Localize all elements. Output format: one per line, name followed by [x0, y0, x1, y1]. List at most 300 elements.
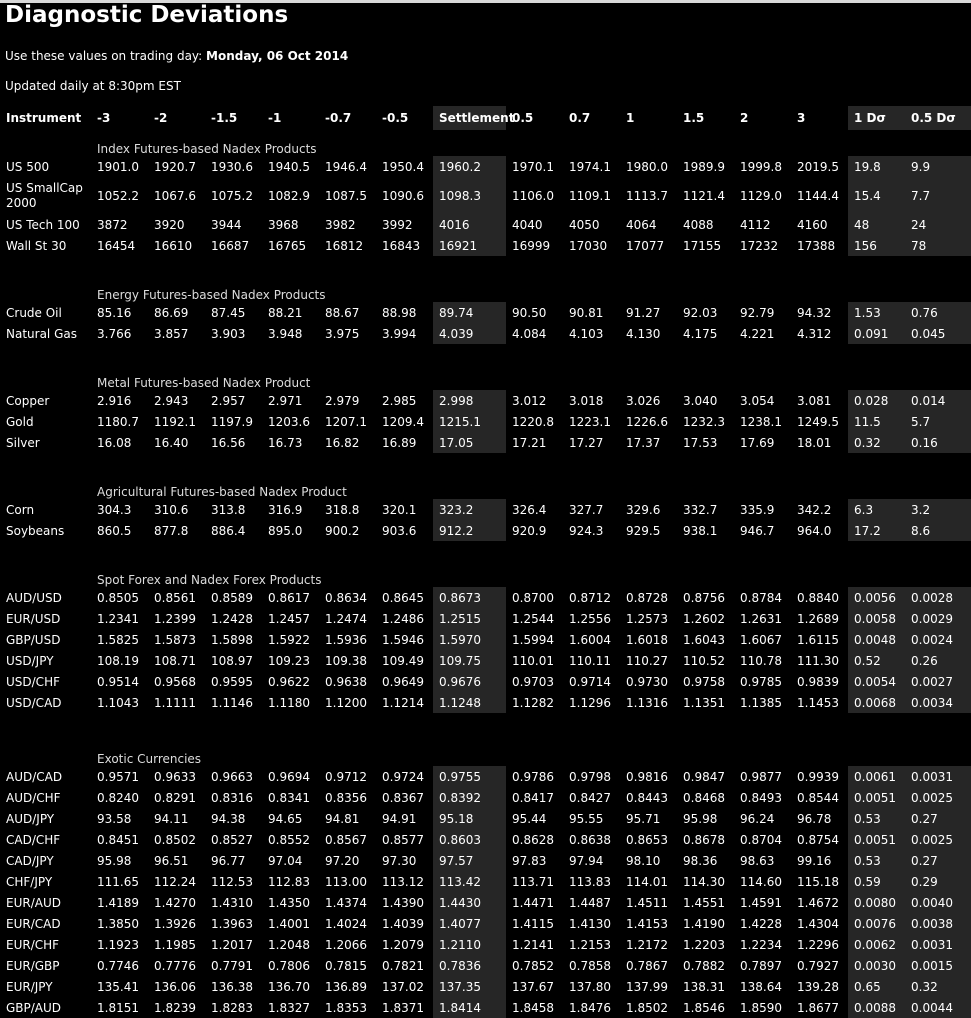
- deviation-value: 0.091: [848, 323, 905, 344]
- deviation-value: 318.8: [325, 502, 360, 517]
- deviation-value: 95.55: [569, 811, 604, 826]
- deviation-value: 17077: [626, 238, 665, 253]
- deviation-value: 0.8291: [154, 790, 196, 805]
- deviation-value: 0.27: [905, 808, 971, 829]
- deviation-value: 1.3926: [154, 916, 196, 931]
- deviation-value: 16454: [97, 238, 136, 253]
- settlement-value: 1098.3: [433, 177, 506, 214]
- deviation-value: 327.7: [569, 502, 604, 517]
- deviation-value: 0.8754: [797, 832, 839, 847]
- deviation-value: 1.4304: [797, 916, 839, 931]
- deviation-value: 16.08: [97, 435, 132, 450]
- table-row: [0, 177, 971, 214]
- deviation-value: 0.0031: [905, 934, 971, 955]
- settlement-value: 97.57: [433, 850, 506, 871]
- deviation-value: 156: [848, 235, 905, 256]
- deviation-value: 1207.1: [325, 414, 367, 429]
- deviation-value: 0.9694: [268, 769, 310, 784]
- deviation-value: 0.8493: [740, 790, 782, 805]
- deviation-value: 0.8567: [325, 832, 367, 847]
- deviation-value: 0.32: [905, 976, 971, 997]
- deviation-value: 113.83: [569, 874, 611, 889]
- deviation-value: 1.4130: [569, 916, 611, 931]
- deviation-value: 0.0034: [905, 692, 971, 713]
- deviation-value: 1.2474: [325, 611, 367, 626]
- deviation-value: 3920: [154, 217, 185, 232]
- deviation-value: 88.98: [382, 305, 417, 320]
- deviation-value: 113.12: [382, 874, 424, 889]
- column-header-instrument: Instrument: [6, 111, 82, 125]
- deviation-value: 1082.9: [268, 188, 310, 203]
- deviation-value: 137.67: [512, 979, 554, 994]
- deviation-value: 1.4471: [512, 895, 554, 910]
- table-row: [0, 892, 971, 913]
- deviation-value: 48: [848, 214, 905, 235]
- deviation-value: 0.0051: [848, 787, 905, 808]
- settlement-value: 0.9755: [433, 766, 506, 787]
- deviation-value: 0.8840: [797, 590, 839, 605]
- deviation-value: 1220.8: [512, 414, 554, 429]
- deviations-table: [0, 106, 971, 1018]
- deviation-value: 0.59: [848, 871, 905, 892]
- deviation-value: 326.4: [512, 502, 547, 517]
- deviation-value: 1.1316: [626, 695, 668, 710]
- section-label: Agricultural Futures-based Nadex Product: [97, 485, 347, 499]
- section-spacer: [0, 713, 971, 740]
- table-row: [0, 787, 971, 808]
- deviation-value: 1.8677: [797, 1000, 839, 1015]
- deviation-value: 111.65: [97, 874, 139, 889]
- deviation-value: 16.89: [382, 435, 417, 450]
- deviation-value: 929.5: [626, 523, 661, 538]
- instrument-name: US SmallCap 2000: [6, 180, 83, 210]
- settlement-value: 0.9676: [433, 671, 506, 692]
- deviation-value: 4.084: [512, 326, 547, 341]
- instrument-name: EUR/CAD: [6, 916, 61, 931]
- deviation-value: 94.11: [154, 811, 189, 826]
- deviation-value: 1946.4: [325, 159, 367, 174]
- deviation-value: 1.4190: [683, 916, 725, 931]
- deviation-value: 8.6: [905, 520, 971, 541]
- deviation-value: 1.4390: [382, 895, 424, 910]
- deviation-value: 0.8589: [211, 590, 253, 605]
- deviation-value: 0.8367: [382, 790, 424, 805]
- deviation-value: 97.04: [268, 853, 303, 868]
- deviation-value: 113.71: [512, 874, 554, 889]
- updated-note: Updated daily at 8:30pm EST: [5, 79, 181, 93]
- section-indent: [0, 276, 91, 302]
- section-header-row: [0, 473, 971, 499]
- deviation-value: 895.0: [268, 523, 303, 538]
- deviation-value: 96.24: [740, 811, 775, 826]
- deviation-value: 4.175: [683, 326, 718, 341]
- deviation-value: 0.8502: [154, 832, 196, 847]
- deviation-value: 138.31: [683, 979, 725, 994]
- deviation-value: 0.8505: [97, 590, 139, 605]
- deviation-value: 0.9595: [211, 674, 253, 689]
- deviation-value: 0.0030: [848, 955, 905, 976]
- deviation-value: 0.9839: [797, 674, 839, 689]
- deviation-value: 95.98: [97, 853, 132, 868]
- deviation-value: 1249.5: [797, 414, 839, 429]
- deviation-value: 0.7791: [211, 958, 253, 973]
- deviation-value: 112.83: [268, 874, 310, 889]
- deviation-value: 1075.2: [211, 188, 253, 203]
- settlement-value: 4.039: [433, 323, 506, 344]
- deviation-value: 1.53: [848, 302, 905, 323]
- deviation-value: 0.8427: [569, 790, 611, 805]
- deviation-value: 115.18: [797, 874, 839, 889]
- deviation-value: 98.10: [626, 853, 661, 868]
- deviation-value: 0.8700: [512, 590, 554, 605]
- deviation-value: 3.018: [569, 393, 604, 408]
- deviation-value: 924.3: [569, 523, 604, 538]
- deviation-value: 0.52: [848, 650, 905, 671]
- instrument-name: AUD/JPY: [6, 811, 55, 826]
- deviation-value: 1980.0: [626, 159, 668, 174]
- deviation-value: 1.2341: [97, 611, 139, 626]
- deviation-value: 900.2: [325, 523, 360, 538]
- deviation-value: 342.2: [797, 502, 832, 517]
- deviation-value: 1.5825: [97, 632, 139, 647]
- deviation-value: 2.979: [325, 393, 360, 408]
- spacer-cell: [0, 541, 971, 561]
- deviation-value: 110.78: [740, 653, 782, 668]
- deviation-value: 0.0028: [905, 587, 971, 608]
- deviation-value: 2.943: [154, 393, 189, 408]
- table-row: [0, 766, 971, 787]
- deviation-value: 1.1385: [740, 695, 782, 710]
- deviation-value: 0.0025: [905, 829, 971, 850]
- instrument-name: USD/CHF: [6, 674, 60, 689]
- instrument-name: AUD/USD: [6, 590, 62, 605]
- section-indent: [0, 740, 91, 766]
- column-header: -1: [268, 111, 282, 125]
- deviation-value: 1238.1: [740, 414, 782, 429]
- deviation-value: 0.7927: [797, 958, 839, 973]
- deviation-value: 91.27: [626, 305, 661, 320]
- deviation-value: 0.0054: [848, 671, 905, 692]
- deviation-value: 0.26: [905, 650, 971, 671]
- deviation-value: 1.5946: [382, 632, 424, 647]
- section-header-row: [0, 276, 971, 302]
- deviation-value: 1.6067: [740, 632, 782, 647]
- deviation-value: 3.975: [325, 326, 360, 341]
- deviation-value: 0.0062: [848, 934, 905, 955]
- deviation-value: 0.8544: [797, 790, 839, 805]
- deviation-value: 0.0061: [848, 766, 905, 787]
- deviation-value: 1.8283: [211, 1000, 253, 1015]
- instrument-name: CAD/JPY: [6, 853, 54, 868]
- deviation-value: 5.7: [905, 411, 971, 432]
- spacer-cell: [0, 344, 971, 364]
- section-label: Metal Futures-based Nadex Product: [97, 376, 311, 390]
- deviation-value: 1090.6: [382, 188, 424, 203]
- deviation-value: 938.1: [683, 523, 718, 538]
- deviation-value: 4088: [683, 217, 714, 232]
- deviation-value: 3.026: [626, 393, 661, 408]
- deviation-value: 3.766: [97, 326, 132, 341]
- deviation-value: 114.30: [683, 874, 725, 889]
- deviation-value: 335.9: [740, 502, 775, 517]
- deviation-value: 1.2017: [211, 937, 253, 952]
- deviation-value: 1.4350: [268, 895, 310, 910]
- deviation-value: 0.0024: [905, 629, 971, 650]
- deviation-value: 0.7858: [569, 958, 611, 973]
- deviation-value: 99.16: [797, 853, 832, 868]
- deviation-value: 114.60: [740, 874, 782, 889]
- column-header: -3: [97, 111, 111, 125]
- deviation-value: 0.8728: [626, 590, 668, 605]
- deviation-value: 920.9: [512, 523, 547, 538]
- deviation-value: 4.221: [740, 326, 775, 341]
- deviation-value: 16843: [382, 238, 421, 253]
- deviation-value: 0.9798: [569, 769, 611, 784]
- deviation-value: 0.028: [848, 390, 905, 411]
- deviation-value: 1.4024: [325, 916, 367, 931]
- table-row: [0, 650, 971, 671]
- settlement-value: 1.5970: [433, 629, 506, 650]
- table-row: [0, 432, 971, 453]
- deviation-value: 1.8327: [268, 1000, 310, 1015]
- deviation-value: 0.0080: [848, 892, 905, 913]
- deviation-value: 332.7: [683, 502, 718, 517]
- deviation-value: 1067.6: [154, 188, 196, 203]
- deviation-value: 1.4228: [740, 916, 782, 931]
- deviation-value: 2019.5: [797, 159, 839, 174]
- deviation-value: 110.27: [626, 653, 668, 668]
- deviation-value: 1.2573: [626, 611, 668, 626]
- trading-day-prefix: Use these values on trading day:: [5, 49, 203, 63]
- deviation-value: 110.52: [683, 653, 725, 668]
- table-row: [0, 323, 971, 344]
- deviation-value: 4160: [797, 217, 828, 232]
- deviation-value: 3.081: [797, 393, 832, 408]
- deviation-value: 98.36: [683, 853, 718, 868]
- deviation-value: 1.6115: [797, 632, 839, 647]
- deviation-value: 3.054: [740, 393, 775, 408]
- deviation-value: 1.6018: [626, 632, 668, 647]
- deviation-value: 0.9785: [740, 674, 782, 689]
- deviation-value: 16.73: [268, 435, 303, 450]
- deviation-value: 0.16: [905, 432, 971, 453]
- section-indent: [0, 130, 91, 156]
- deviation-value: 0.9712: [325, 769, 367, 784]
- deviation-value: 0.8678: [683, 832, 725, 847]
- deviation-value: 0.014: [905, 390, 971, 411]
- deviation-value: 3.2: [905, 499, 971, 520]
- deviation-value: 3.994: [382, 326, 417, 341]
- deviation-value: 0.9816: [626, 769, 668, 784]
- deviation-value: 136.38: [211, 979, 253, 994]
- deviation-value: 16999: [512, 238, 551, 253]
- deviation-value: 1.4115: [512, 916, 554, 931]
- deviation-value: 0.29: [905, 871, 971, 892]
- table-row: [0, 411, 971, 432]
- deviation-value: 94.81: [325, 811, 360, 826]
- settlement-value: 4016: [433, 214, 506, 235]
- deviation-value: 0.0044: [905, 997, 971, 1018]
- table-row: [0, 692, 971, 713]
- deviation-value: 0.0056: [848, 587, 905, 608]
- column-header: -2: [154, 111, 168, 125]
- deviation-value: 139.28: [797, 979, 839, 994]
- deviation-value: 1.2689: [797, 611, 839, 626]
- instrument-name: AUD/CHF: [6, 790, 61, 805]
- deviation-value: 320.1: [382, 502, 417, 517]
- deviation-value: 87.45: [211, 305, 246, 320]
- deviation-value: 0.8561: [154, 590, 196, 605]
- deviation-value: 0.8628: [512, 832, 554, 847]
- deviation-value: 17.21: [512, 435, 547, 450]
- table-row: [0, 520, 971, 541]
- deviation-value: 1.5936: [325, 632, 367, 647]
- deviation-value: 1209.4: [382, 414, 424, 429]
- deviation-value: 0.9714: [569, 674, 611, 689]
- deviation-value: 1223.1: [569, 414, 611, 429]
- deviation-value: 0.9568: [154, 674, 196, 689]
- deviation-value: 112.53: [211, 874, 253, 889]
- table-row: [0, 671, 971, 692]
- deviation-value: 0.7897: [740, 958, 782, 973]
- deviation-value: 24: [905, 214, 971, 235]
- deviation-value: 1203.6: [268, 414, 310, 429]
- deviation-value: 886.4: [211, 523, 246, 538]
- settlement-value: 95.18: [433, 808, 506, 829]
- instrument-name: Gold: [6, 414, 34, 429]
- settlement-value: 0.7836: [433, 955, 506, 976]
- instrument-name: EUR/AUD: [6, 895, 61, 910]
- section-spacer: [0, 453, 971, 473]
- deviation-value: 0.0088: [848, 997, 905, 1018]
- deviation-value: 1.8371: [382, 1000, 424, 1015]
- table-row: [0, 608, 971, 629]
- deviation-value: 19.8: [848, 156, 905, 177]
- deviation-value: 2.957: [211, 393, 246, 408]
- instrument-name: GBP/USD: [6, 632, 61, 647]
- table-row: [0, 499, 971, 520]
- section-spacer: [0, 344, 971, 364]
- instrument-name: Natural Gas: [6, 326, 77, 341]
- deviation-value: 0.8316: [211, 790, 253, 805]
- deviation-value: 98.63: [740, 853, 775, 868]
- section-spacer: [0, 541, 971, 561]
- deviation-value: 108.19: [97, 653, 139, 668]
- deviation-value: 2.916: [97, 393, 132, 408]
- deviation-value: 1197.9: [211, 414, 253, 429]
- deviation-value: 4064: [626, 217, 657, 232]
- deviation-value: 17232: [740, 238, 779, 253]
- deviation-value: 4.103: [569, 326, 604, 341]
- deviation-value: 1.2296: [797, 937, 839, 952]
- deviation-value: 17.37: [626, 435, 661, 450]
- deviation-value: 16687: [211, 238, 250, 253]
- deviation-value: 0.8638: [569, 832, 611, 847]
- header-row: [0, 106, 971, 130]
- section-indent: [0, 561, 91, 587]
- deviation-value: 1.8239: [154, 1000, 196, 1015]
- settlement-value: 1.2110: [433, 934, 506, 955]
- deviation-value: 877.8: [154, 523, 189, 538]
- deviation-value: 137.02: [382, 979, 424, 994]
- section-header-row: [0, 561, 971, 587]
- section-header-row: [0, 740, 971, 766]
- settlement-value: 0.8392: [433, 787, 506, 808]
- deviation-value: 16.56: [211, 435, 246, 450]
- table-row: [0, 214, 971, 235]
- deviation-value: 86.69: [154, 305, 189, 320]
- deviation-value: 1940.5: [268, 159, 310, 174]
- deviation-value: 0.7852: [512, 958, 554, 973]
- deviation-value: 96.51: [154, 853, 189, 868]
- column-header: 3: [797, 111, 806, 125]
- deviation-value: 1.4001: [268, 916, 310, 931]
- deviation-value: 1.2066: [325, 937, 367, 952]
- deviation-value: 0.0051: [848, 829, 905, 850]
- table-row: [0, 934, 971, 955]
- deviation-value: 0.0048: [848, 629, 905, 650]
- deviation-value: 1.4153: [626, 916, 668, 931]
- deviation-value: 1930.6: [211, 159, 253, 174]
- table-row: [0, 629, 971, 650]
- deviation-value: 1180.7: [97, 414, 139, 429]
- deviation-value: 97.83: [512, 853, 547, 868]
- deviation-value: 1974.1: [569, 159, 611, 174]
- table-row: [0, 829, 971, 850]
- deviation-value: 95.44: [512, 811, 547, 826]
- deviation-value: 1989.9: [683, 159, 725, 174]
- deviation-value: 96.77: [211, 853, 246, 868]
- column-header: 0.7: [569, 111, 591, 125]
- trading-day-value: Monday, 06 Oct 2014: [206, 49, 349, 63]
- deviation-value: 0.0058: [848, 608, 905, 629]
- column-header: 0.5 Dσ: [905, 106, 971, 130]
- deviation-value: 94.38: [211, 811, 246, 826]
- deviation-value: 110.11: [569, 653, 611, 668]
- deviation-value: 0.8784: [740, 590, 782, 605]
- section-header-row: [0, 364, 971, 390]
- settlement-value: 1215.1: [433, 411, 506, 432]
- deviation-value: 0.8577: [382, 832, 424, 847]
- deviation-value: 1.1214: [382, 695, 424, 710]
- deviation-value: 1.2079: [382, 937, 424, 952]
- deviation-value: 90.50: [512, 305, 547, 320]
- section-label: Exotic Currencies: [97, 752, 202, 766]
- deviation-value: 1.1453: [797, 695, 839, 710]
- deviation-value: 0.9622: [268, 674, 310, 689]
- deviation-value: 112.24: [154, 874, 196, 889]
- deviation-value: 109.38: [325, 653, 367, 668]
- deviation-value: 0.9724: [382, 769, 424, 784]
- spacer-cell: [0, 453, 971, 473]
- deviation-value: 1.4511: [626, 895, 668, 910]
- column-header: 1: [626, 111, 635, 125]
- settlement-value: 1.1248: [433, 692, 506, 713]
- deviation-value: 3.948: [268, 326, 303, 341]
- deviation-value: 1192.1: [154, 414, 196, 429]
- deviation-value: 0.0027: [905, 671, 971, 692]
- section-header-row: [0, 130, 971, 156]
- deviation-value: 0.0015: [905, 955, 971, 976]
- deviation-value: 88.67: [325, 305, 360, 320]
- deviation-value: 1.4189: [97, 895, 139, 910]
- deviation-value: 964.0: [797, 523, 832, 538]
- instrument-name: EUR/JPY: [6, 979, 53, 994]
- deviation-value: 3872: [97, 217, 128, 232]
- deviation-value: 16765: [268, 238, 307, 253]
- deviation-value: 1.2428: [211, 611, 253, 626]
- deviation-value: 136.70: [268, 979, 310, 994]
